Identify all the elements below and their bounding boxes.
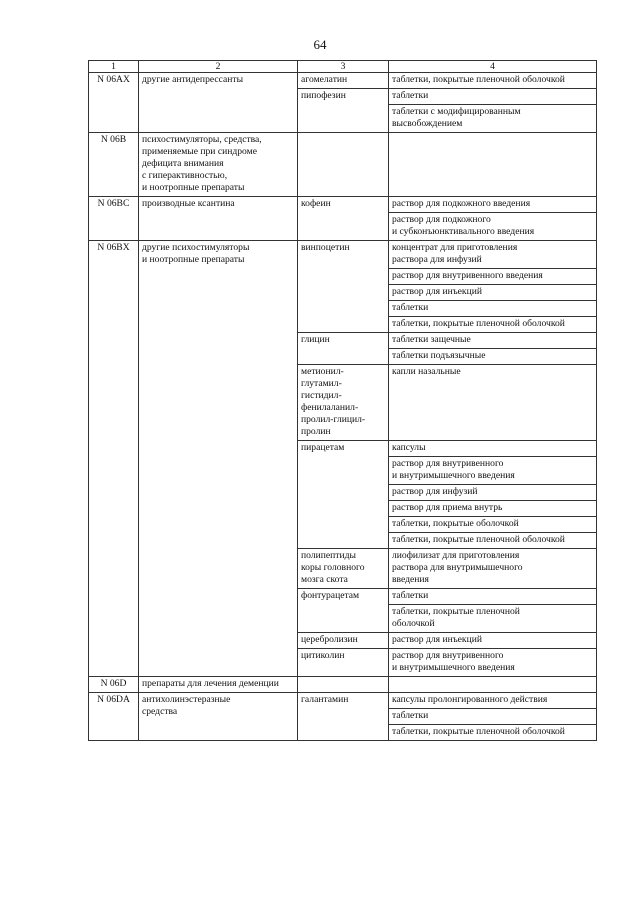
drug-name-cell: церебролизин (298, 633, 389, 649)
dosage-form-cell: таблетки (389, 89, 597, 105)
dosage-form-cell: раствор для инфузий (389, 485, 597, 501)
dosage-form-cell: таблетки, покрытые пленочной оболочкой (389, 605, 597, 633)
dosage-form-cell: раствор для подкожного введения (389, 197, 597, 213)
group-name-cell: производные ксантина (139, 197, 298, 241)
group-name-cell: другие психостимуляторы и ноотропные препараты (139, 241, 298, 677)
drug-name-cell: фонтурацетам (298, 589, 389, 633)
dosage-form-cell: лиофилизат для приготовления раствора для внутримышечного введения (389, 549, 597, 589)
column-number: 4 (389, 61, 597, 73)
drug-name-cell: метионил- глутамил- гистидил- фенилаланил- пролил-глицил- пролин (298, 365, 389, 441)
dosage-form-cell: раствор для внутривенного и внутримышечного введения (389, 649, 597, 677)
drug-name-cell: агомелатин (298, 73, 389, 89)
table-row (89, 73, 597, 89)
column-number: 2 (139, 61, 298, 73)
dosage-form-cell: таблетки (389, 589, 597, 605)
dosage-form-cell: раствор для внутривенного введения (389, 269, 597, 285)
dosage-form-cell: капсулы пролонгированного действия (389, 693, 597, 709)
dosage-form-cell (389, 133, 597, 197)
atc-code-cell: N 06D (89, 677, 139, 693)
group-name-cell: другие антидепрессанты (139, 73, 298, 133)
drug-name-cell: пипофезин (298, 89, 389, 133)
drug-name-cell: кофеин (298, 197, 389, 241)
dosage-form-cell: раствор для инъекций (389, 633, 597, 649)
table-row (89, 241, 597, 269)
table-row (89, 677, 597, 693)
atc-code-cell: N 06BC (89, 197, 139, 241)
table-row (89, 693, 597, 709)
drug-name-cell: полипептиды коры головного мозга скота (298, 549, 389, 589)
dosage-form-cell: таблетки (389, 709, 597, 725)
dosage-form-cell: таблетки, покрытые пленочной оболочкой (389, 725, 597, 741)
drug-name-cell (298, 133, 389, 197)
atc-code-cell: N 06DA (89, 693, 139, 741)
drug-name-cell: цитиколин (298, 649, 389, 677)
dosage-form-cell: раствор для инъекций (389, 285, 597, 301)
drug-name-cell: пирацетам (298, 441, 389, 549)
drug-name-cell: винпоцетин (298, 241, 389, 333)
column-number: 3 (298, 61, 389, 73)
drug-name-cell: галантамин (298, 693, 389, 741)
dosage-form-cell: таблетки, покрытые пленочной оболочкой (389, 73, 597, 89)
dosage-form-cell: таблетки (389, 301, 597, 317)
dosage-form-cell: таблетки, покрытые оболочкой (389, 517, 597, 533)
page-number: 64 (313, 37, 327, 52)
dosage-form-cell (389, 677, 597, 693)
drug-name-cell (298, 677, 389, 693)
atc-code-cell: N 06BX (89, 241, 139, 677)
dosage-form-cell: раствор для подкожного и субконъюнктивального введения (389, 213, 597, 241)
group-name-cell: психостимуляторы, средства, применяемые при синдроме дефицита внимания с гиперактивностью, и ноотропные препараты (139, 133, 298, 197)
group-name-cell: препараты для лечения деменции (139, 677, 298, 693)
column-number-row (89, 61, 597, 73)
dosage-form-cell: капли назальные (389, 365, 597, 441)
dosage-form-cell: таблетки с модифицированным высвобождением (389, 105, 597, 133)
column-number: 1 (89, 61, 139, 73)
dosage-form-cell: капсулы (389, 441, 597, 457)
table-row (89, 133, 597, 197)
dosage-form-cell: раствор для приема внутрь (389, 501, 597, 517)
drug-table (88, 60, 597, 741)
table-row (89, 197, 597, 213)
drug-name-cell: глицин (298, 333, 389, 365)
dosage-form-cell: таблетки, покрытые пленочной оболочкой (389, 317, 597, 333)
atc-code-cell: N 06B (89, 133, 139, 197)
dosage-form-cell: таблетки защечные (389, 333, 597, 349)
dosage-form-cell: таблетки, покрытые пленочной оболочкой (389, 533, 597, 549)
group-name-cell: антихолинэстеразные средства (139, 693, 298, 741)
table-body (89, 73, 597, 741)
dosage-form-cell: концентрат для приготовления раствора для инфузий (389, 241, 597, 269)
dosage-form-cell: раствор для внутривенного и внутримышечного введения (389, 457, 597, 485)
atc-code-cell: N 06AX (89, 73, 139, 133)
dosage-form-cell: таблетки подъязычные (389, 349, 597, 365)
